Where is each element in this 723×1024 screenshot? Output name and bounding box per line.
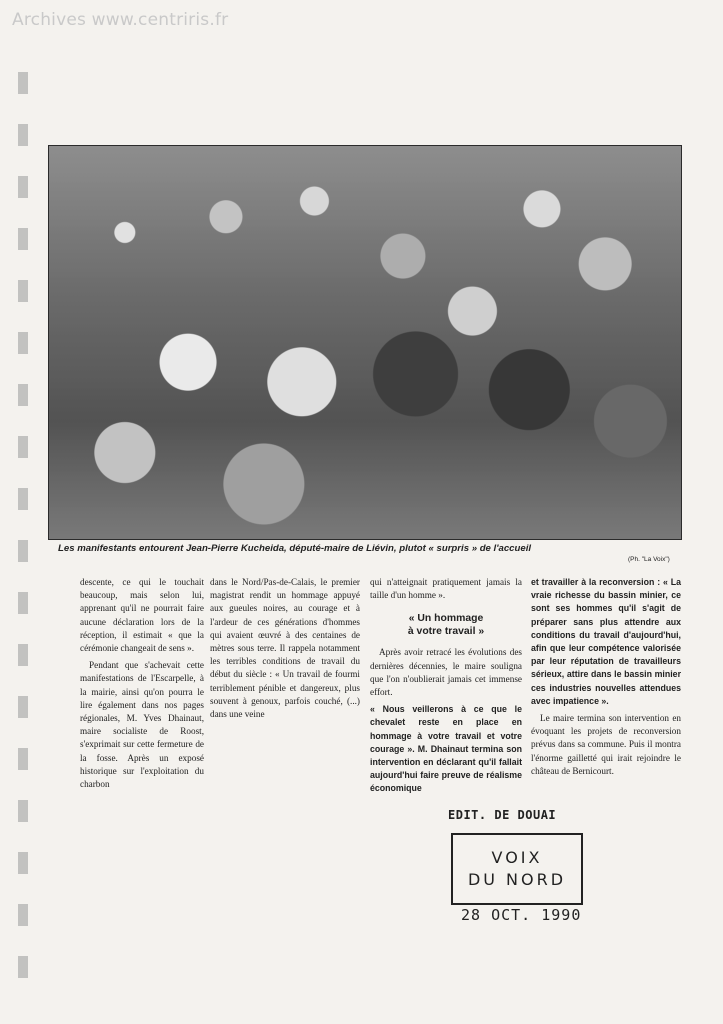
binding-holes <box>18 60 28 1000</box>
paragraph: qui n'atteignait pratiquement jamais la taille d'un homme ». <box>370 577 522 601</box>
crowd-photo <box>48 145 682 540</box>
photo-caption: Les manifestants entourent Jean-Pierre Kucheida, député-maire de Liévin, plutot « surpris » de l'accueil <box>58 543 532 554</box>
paragraph: « Nous veillerons à ce que le chevalet reste en place en hommage à votre travail et votre courage ». M. Dhainaut termina son intervention en déclarant qu'il fallait aujourd'hui faire preuve de réalisme économique <box>370 704 522 794</box>
paragraph: Le maire termina son intervention en évoquant les projets de reconversion prévus dans sa commune. Puis il montra l'énorme gailletté qui irait rejoindre le château de Bernicourt. <box>531 713 681 776</box>
paragraph: et travailler à la reconversion : « La vraie richesse du bassin minier, ce sont ses hommes qu'il s'agit de préparer sans plus attendre aux conditions du travail d'aujourd'hui, afin que leur compétence valorisée par leur réputation de travailleurs sérieux, attire dans le bassin minier ces industries nouvelles attendues avec impatience ». <box>531 577 681 706</box>
date-stamp: 28 OCT. 1990 <box>461 906 582 924</box>
article-column-3 <box>370 576 522 800</box>
article-column-1 <box>80 576 204 795</box>
paragraph: Après avoir retracé les évolutions des dernières décennies, le maire souligna que l'on n'oublierait jamais cet immense effort. <box>370 647 522 698</box>
subheading-line: à votre travail » <box>407 626 485 638</box>
paragraph: dans le Nord/Pas-de-Calais, le premier magistrat rendit un hommage appuyé aux gueules noires, au courage et à l'ardeur de ces générations d'hommes qui avaient œuvré à des centaines de mètres sous terre. Il rappela notamment les terribles conditions de travail du début du siècle : « Un travail de fourmi terriblement pénible et dangereux, plus souvent à genoux, parfois couché, (...) dans une veine <box>210 577 360 720</box>
edition-stamp: EDIT. DE DOUAI <box>448 808 557 822</box>
newspaper-stamp <box>451 833 583 905</box>
article-subheading <box>370 612 522 638</box>
paragraph: descente, ce qui le touchait beaucoup, mais selon lui, apprenant qu'il ne pourrait faire aucune déclaration lors de la réception, il estimait « que la cérémonie changeait de sens ». <box>80 577 204 654</box>
paragraph: Pendant que s'achevait cette manifestations de l'Escarpelle, à la mairie, ainsi qu'on pourra le lire également dans nos pages régionales, M. Yves Dhainaut, maire socialiste de Roost, s'exprimait sur cette fermeture de la fosse. Après un exposé historique sur l'exploitation du charbon <box>80 660 204 790</box>
article-column-4 <box>531 576 681 782</box>
article-column-2 <box>210 576 360 725</box>
photo-credit: (Ph. "La Voix") <box>628 556 670 563</box>
archive-watermark: Archives www.centriris.fr <box>12 10 229 30</box>
subheading-line: « Un hommage <box>408 613 484 625</box>
stamp-line: DU NORD <box>467 870 567 889</box>
stamp-line: VOIX <box>491 848 543 867</box>
